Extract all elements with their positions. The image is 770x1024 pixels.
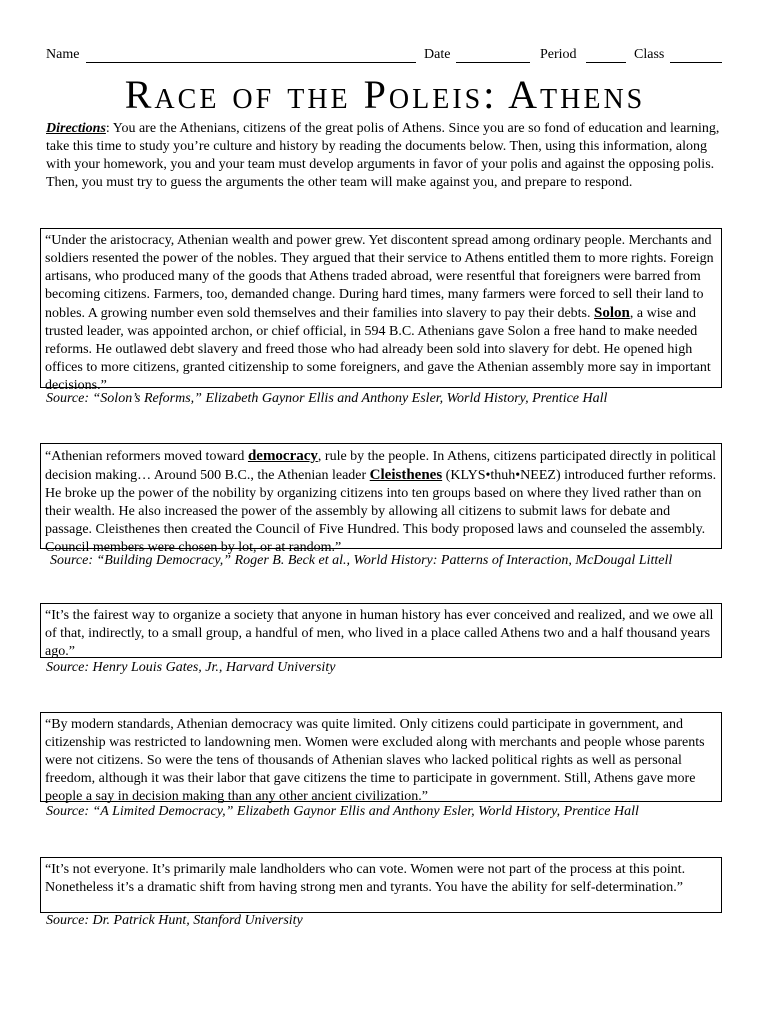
term-democracy: democracy [247, 448, 318, 464]
quote-box-limited-democracy: “By modern standards, Athenian democracy was quite limited. Only citizens could participate in government, and citizenship was restricted to landowning men. Women were excluded along with merchants and people whose parents were not citizens. So were the tens of thousands of Athenian slaves who lacked political rights as well as personal freedom, although it was their labor that gave citizens the time to participate in government. Still, Athens gave more people a say in decision making than any other ancient civilization.” [40, 712, 722, 802]
source-citation: Source: Henry Louis Gates, Jr., Harvard University [46, 660, 336, 675]
quote-text: (KLYS•thuh•NEEZ) introduced further reforms. He broke up the power of the nobility by organizing citizens into ten groups based on where they lived rather than on their wealth. He also increased the power of the assembly by allowing all citizens to submit laws for debate and passage. Cleisthenes then created the Council of Five Hundred. This body proposed laws and counseled the assembly. Council members were chosen by lot, or at random.” [45, 468, 717, 555]
quote-text: , rule by the people. In Athens, citizens participated directly in political decision making… Around 500 B.C., the Athenian leader [45, 449, 717, 483]
class-blank[interactable] [670, 62, 722, 63]
name-label: Name [46, 47, 80, 62]
directions-label: Directions [46, 121, 106, 136]
source-citation: Source: “Solon’s Reforms,” Elizabeth Gaynor Ellis and Anthony Esler, World History, Prentice Hall [46, 391, 608, 406]
quote-box-gates: “It’s the fairest way to organize a society that anyone in human history has ever conceived and realized, and we owe all of that, indirectly, to a small group, a handful of men, who lived in a place called Athens two and a half thousand years ago.” [40, 603, 722, 658]
quote-text: , a wise and trusted leader, was appointed archon, or chief official, in 594 B.C. Athenians gave Solon a free hand to make needed reforms. He outlawed debt slavery and freed those who had already been sold into slavery for debt. He opened high offices to more citizens, granted citizenship to some foreigners, and gave the Athenian assembly more say in important decisions.” [45, 306, 711, 393]
date-label: Date [424, 47, 451, 62]
source-citation: Source: Dr. Patrick Hunt, Stanford University [46, 913, 303, 928]
directions-paragraph [46, 120, 726, 192]
term-solon: Solon [594, 305, 630, 321]
page-title: Race of the Poleis: Athens [124, 72, 646, 117]
period-label: Period [540, 47, 577, 62]
date-blank[interactable] [456, 62, 530, 63]
student-info-header [46, 47, 736, 67]
directions-text: : You are the Athenians, citizens of the great polis of Athens. Since you are so fond of education and learning, take this time to study you’re culture and history by reading the documents below. Then, using this information, along with your homework, you and your team must develop arguments in favor of your polis and against the opposing polis. Then, you must try to guess the arguments the other team will make against you, and prepare to respond. [46, 121, 720, 190]
quote-box-hunt: “It’s not everyone. It’s primarily male landholders who can vote. Women were not part of the process at this point. Nonetheless it’s a dramatic shift from having strong men and tyrants. You have the ability for self-determination.” [40, 857, 722, 913]
quote-text: “Athenian reformers moved toward [45, 449, 248, 464]
name-blank[interactable] [86, 62, 416, 63]
quote-text: “Under the aristocracy, Athenian wealth and power grew. Yet discontent spread among ordinary people. Merchants and soldiers resented the power of the nobles. They argued that their service to Athens entitled them to more rights. Foreign artisans, who produced many of the goods that Athens traded abroad, were resentful that foreigners were barred from becoming citizens. Farmers, too, demanded change. During hard times, many farmers were forced to sell their land to nobles. A growing number even sold themselves and their families into slavery to pay their debts. [45, 233, 714, 321]
period-blank[interactable] [586, 62, 626, 63]
source-citation: Source: “A Limited Democracy,” Elizabeth Gaynor Ellis and Anthony Esler, World History, Prentice Hall [46, 804, 639, 819]
source-citation: Source: “Building Democracy,” Roger B. Beck et al., World History: Patterns of Interaction, McDougal Littell [50, 553, 673, 568]
term-cleisthenes: Cleisthenes [369, 467, 443, 483]
class-label: Class [634, 47, 665, 62]
quote-box-solon [40, 228, 722, 393]
quote-box-democracy [40, 443, 722, 555]
